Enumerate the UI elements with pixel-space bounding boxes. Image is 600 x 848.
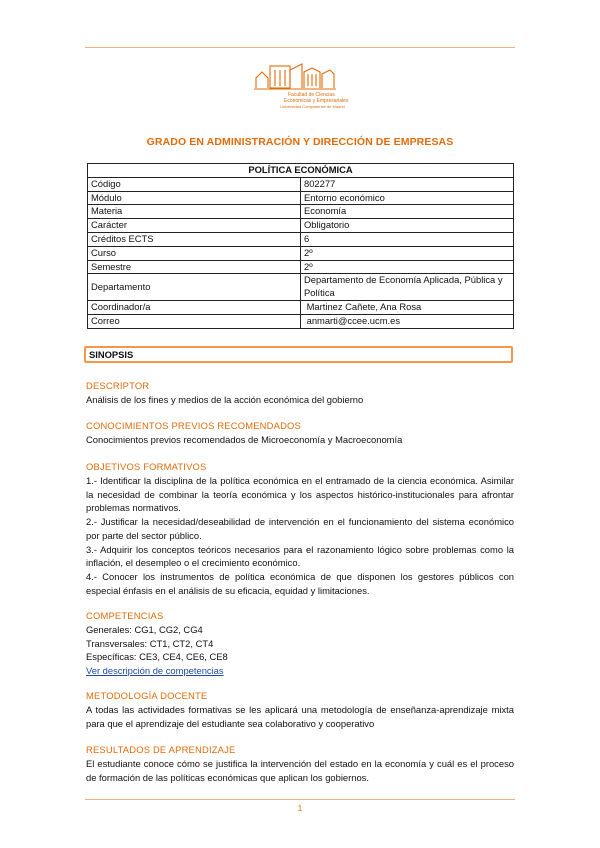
degree-title: GRADO EN ADMINISTRACIÓN Y DIRECCIÓN DE EMPRESAS	[146, 136, 454, 148]
objetivo-item: 4.- Conocer los instrumentos de política económica de que disponen los gestores públicos con especial énfasis en el análisis de su eficacia, equidad y limitaciones.	[86, 570, 514, 596]
row-label: Departamento	[88, 274, 301, 301]
row-label: Créditos ECTS	[88, 232, 301, 246]
table-row	[88, 219, 514, 233]
table-row	[88, 205, 514, 219]
resultados-text: El estudiante conoce cómo se justifica la intervención del estado en la economía y cuál es el proceso de formación de las políticas económicas que aplican los gobiernos.	[86, 758, 514, 783]
table-header-row	[88, 164, 514, 178]
logo-text-line-1: Facultad de Ciencias	[288, 92, 335, 98]
table-row	[88, 191, 514, 205]
table-row	[88, 232, 514, 246]
faculty-logo	[250, 58, 360, 113]
page-number: 1	[297, 804, 303, 813]
competencias-list	[86, 623, 514, 678]
metodologia-text: A todas las actividades formativas se les aplicará una metodología de enseñanza-aprendizaje mixta para que el aprendizaje del estudiante sea colaborativo y cooperativo	[86, 704, 514, 729]
competencias-generales: Generales: CG1, CG2, CG4	[86, 624, 203, 635]
row-label: Carácter	[88, 219, 301, 233]
course-title: POLÍTICA ECONÓMICA	[88, 164, 514, 178]
row-value: 802277	[301, 177, 514, 191]
competencias-transversales: Transversales: CT1, CT2, CT4	[86, 637, 214, 649]
row-label: Módulo	[88, 191, 301, 205]
row-value: Economía	[301, 205, 514, 219]
row-label: Semestre	[88, 260, 301, 274]
row-value: anmarti@ccee.ucm.es	[301, 314, 514, 328]
row-value: 2º	[301, 260, 514, 274]
table-row	[88, 314, 514, 328]
header-rule	[85, 47, 515, 48]
table-row	[88, 274, 514, 301]
resultados-heading: RESULTADOS DE APRENDIZAJE	[86, 744, 236, 755]
row-value: 6	[301, 232, 514, 246]
objetivos-list	[86, 474, 514, 597]
faculty-building-logo-icon	[250, 58, 360, 113]
course-info-table	[87, 163, 514, 329]
objetivos-heading: OBJETIVOS FORMATIVOS	[86, 461, 207, 472]
objetivo-item: 2.- Justificar la necesidad/deseabilidad de intervención en el funcionamiento del sistema económico por parte del sector público.	[86, 516, 514, 541]
row-label: Materia	[88, 205, 301, 219]
row-label: Código	[88, 177, 301, 191]
row-value: Obligatorio	[301, 219, 514, 233]
row-value: Entorno económico	[301, 191, 514, 205]
row-label: Curso	[88, 246, 301, 260]
row-value: Martinez Cañete, Ana Rosa	[301, 300, 514, 314]
table-row	[88, 300, 514, 314]
logo-text-line-3: Universidad Complutense de Madrid	[280, 104, 345, 109]
row-value: Departamento de Economía Aplicada, Pública y Política	[301, 274, 514, 301]
logo-text-line-2: Económicas y Empresariales	[284, 98, 349, 104]
descriptor-heading: DESCRIPTOR	[86, 380, 150, 391]
competencias-especificas: Específicas: CE3, CE4, CE6, CE8	[86, 651, 228, 663]
row-label: Coordinador/a	[88, 300, 301, 314]
previos-heading: CONOCIMIENTOS PREVIOS RECOMENDADOS	[86, 420, 301, 431]
footer-rule	[85, 799, 515, 800]
row-label: Correo	[88, 314, 301, 328]
metodologia-heading: METODOLOGÍA DOCENTE	[86, 690, 208, 701]
objetivo-item: 1.- Identificar la disciplina de la política económica en el entramado de la ciencia económica. Asimilar la necesidad de combinar la teoría económica y los aspectos histórico-institucionales para afrontar problemas normativos.	[86, 475, 514, 514]
table-row	[88, 177, 514, 191]
objetivo-item: 3.- Adquirir los conceptos teóricos necesarios para el razonamiento lógico sobre problemas como la inflación, el desempleo o el crecimiento económico.	[86, 543, 514, 569]
competencias-link[interactable]: Ver descripción de competencias	[86, 665, 224, 677]
row-value: 2º	[301, 246, 514, 260]
table-row	[88, 246, 514, 260]
descriptor-text: Análisis de los fines y medios de la acción económica del gobierno	[86, 394, 364, 405]
previos-text: Conocimientos previos recomendados de Microeconomía y Macroeconomía	[86, 434, 403, 445]
competencias-heading: COMPETENCIAS	[86, 610, 164, 621]
sinopsis-heading: SINOPSIS	[84, 346, 513, 363]
table-row	[88, 260, 514, 274]
